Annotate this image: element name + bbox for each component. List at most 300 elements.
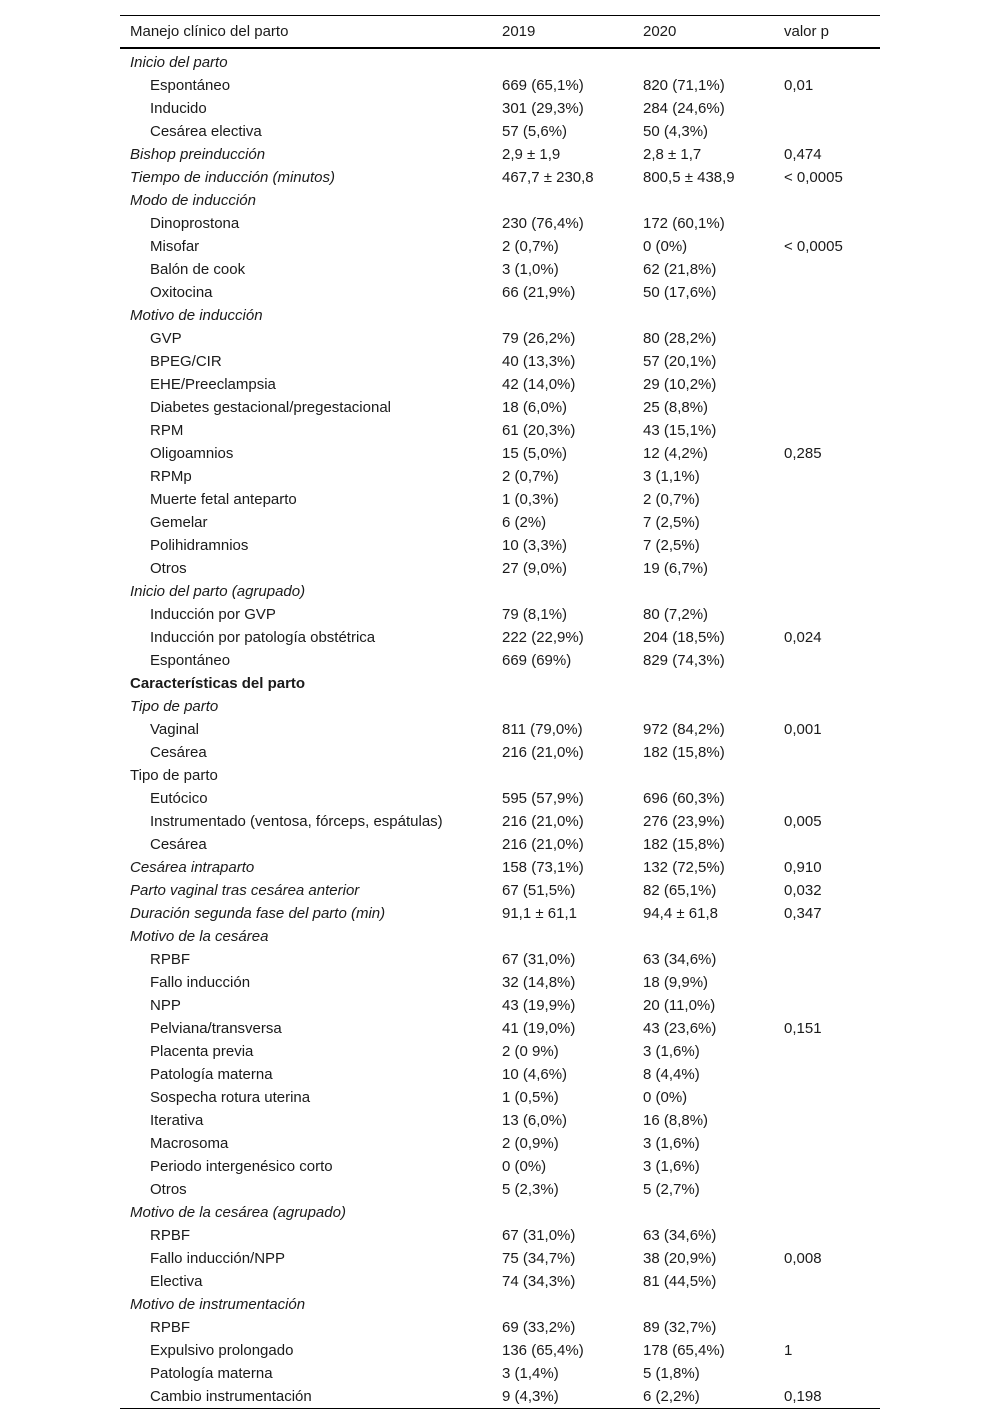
p-value (774, 580, 880, 603)
value-2020: 19 (6,7%) (643, 560, 709, 577)
p-value: < 0,0005 (784, 238, 843, 255)
table-row (120, 74, 880, 97)
p-value (774, 419, 880, 442)
value-2020 (633, 672, 774, 695)
value-2019: 79 (8,1%) (502, 606, 568, 623)
p-value: 0,910 (784, 859, 822, 876)
table-row (120, 718, 880, 741)
p-value (774, 948, 880, 971)
value-2020: 57 (20,1%) (643, 353, 717, 370)
table-section-row (120, 902, 880, 925)
value-2020: 12 (4,2%) (643, 445, 709, 462)
header-2019: 2019 (502, 23, 536, 40)
table-row (120, 212, 880, 235)
table-row (120, 1132, 880, 1155)
value-2019: 15 (5,0%) (502, 445, 568, 462)
value-2020: 3 (1,6%) (643, 1135, 700, 1152)
p-value (774, 1201, 880, 1224)
header-2020: 2020 (643, 23, 677, 40)
value-2020: 29 (10,2%) (643, 376, 717, 393)
p-value (774, 1293, 880, 1316)
value-2019: 222 (22,9%) (502, 629, 584, 646)
value-2020: 25 (8,8%) (643, 399, 709, 416)
header-p-value: valor p (784, 23, 830, 40)
table-row (120, 1040, 880, 1063)
row-label: Tiempo de inducción (minutos) (130, 169, 335, 186)
row-label: RPBF (150, 951, 191, 968)
table-section-row (120, 1293, 880, 1316)
header-row (120, 16, 880, 49)
row-label: Cesárea (150, 836, 207, 853)
value-2019: 1 (0,5%) (502, 1089, 559, 1106)
p-value (774, 1132, 880, 1155)
table-row (120, 626, 880, 649)
p-value (774, 1270, 880, 1293)
row-label: BPEG/CIR (150, 353, 222, 370)
row-label: Eutócico (150, 790, 208, 807)
value-2019 (492, 764, 633, 787)
table-section-row (120, 879, 880, 902)
row-label: Características del parto (130, 675, 306, 692)
p-value (774, 212, 880, 235)
value-2019: 41 (19,0%) (502, 1020, 576, 1037)
value-2019: 136 (65,4%) (502, 1342, 584, 1359)
value-2020: 43 (15,1%) (643, 422, 717, 439)
p-value (774, 1362, 880, 1385)
table-row (120, 1086, 880, 1109)
table-section-row (120, 1201, 880, 1224)
value-2019: 595 (57,9%) (502, 790, 584, 807)
table-row (120, 1247, 880, 1270)
table-row (120, 396, 880, 419)
value-2020: 81 (44,5%) (643, 1273, 717, 1290)
value-2020: 5 (1,8%) (643, 1365, 700, 1382)
p-value (774, 465, 880, 488)
value-2019: 0 (0%) (502, 1158, 547, 1175)
value-2020 (633, 1293, 774, 1316)
value-2019: 32 (14,8%) (502, 974, 576, 991)
value-2019: 230 (76,4%) (502, 215, 584, 232)
row-label: Oxitocina (150, 284, 213, 301)
value-2019: 467,7 ± 230,8 (502, 169, 594, 186)
table-row (120, 1155, 880, 1178)
table-row (120, 419, 880, 442)
value-2019: 811 (79,0%) (502, 721, 583, 738)
p-value: 0,285 (784, 445, 822, 462)
value-2019: 43 (19,9%) (502, 997, 576, 1014)
value-2020 (633, 48, 774, 74)
row-label: Muerte fetal anteparto (150, 491, 297, 508)
value-2020: 182 (15,8%) (643, 744, 725, 761)
value-2020: 5 (2,7%) (643, 1181, 700, 1198)
table-body (120, 48, 880, 1409)
value-2019 (492, 1293, 633, 1316)
table-row (120, 1017, 880, 1040)
table-row (120, 488, 880, 511)
value-2020: 204 (18,5%) (643, 629, 725, 646)
p-value: 0,024 (784, 629, 822, 646)
value-2020: 63 (34,6%) (643, 951, 717, 968)
value-2020: 3 (1,1%) (643, 468, 700, 485)
value-2019: 216 (21,0%) (502, 813, 584, 830)
row-label: Inicio del parto (130, 54, 228, 71)
row-label: Gemelar (150, 514, 208, 531)
table-row (120, 465, 880, 488)
value-2019: 669 (69%) (502, 652, 572, 669)
table-row (120, 994, 880, 1017)
value-2020: 2 (0,7%) (643, 491, 700, 508)
value-2019: 5 (2,3%) (502, 1181, 559, 1198)
row-label: Patología materna (150, 1066, 273, 1083)
row-label: Fallo inducción/NPP (150, 1250, 286, 1267)
table-section-row (120, 189, 880, 212)
table-row (120, 373, 880, 396)
p-value: 0,001 (784, 721, 822, 738)
value-2019: 18 (6,0%) (502, 399, 568, 416)
row-label: RPMp (150, 468, 192, 485)
value-2019: 2 (0,7%) (502, 468, 559, 485)
value-2020 (633, 695, 774, 718)
value-2020 (633, 1201, 774, 1224)
p-value (774, 350, 880, 373)
p-value: 1 (784, 1342, 793, 1359)
value-2020: 89 (32,7%) (643, 1319, 717, 1336)
table-row (120, 534, 880, 557)
row-label: Iterativa (150, 1112, 204, 1129)
table-section-row (120, 925, 880, 948)
table-section-row (120, 764, 880, 787)
value-2019: 74 (34,3%) (502, 1273, 576, 1290)
value-2019 (492, 189, 633, 212)
value-2020: 8 (4,4%) (643, 1066, 700, 1083)
value-2019: 669 (65,1%) (502, 77, 584, 94)
value-2019: 2 (0,7%) (502, 238, 559, 255)
row-label: RPBF (150, 1227, 191, 1244)
p-value (774, 281, 880, 304)
row-label: Electiva (150, 1273, 203, 1290)
p-value (774, 649, 880, 672)
row-label: Macrosoma (150, 1135, 229, 1152)
value-2019: 57 (5,6%) (502, 123, 568, 140)
value-2020: 696 (60,3%) (643, 790, 725, 807)
table-section-row (120, 695, 880, 718)
row-label: Periodo intergenésico corto (150, 1158, 333, 1175)
value-2020: 82 (65,1%) (643, 882, 717, 899)
row-label: GVP (150, 330, 182, 347)
p-value (774, 258, 880, 281)
row-label: Patología materna (150, 1365, 273, 1382)
p-value (774, 1109, 880, 1132)
row-label: Motivo de instrumentación (130, 1296, 306, 1313)
row-label: Vaginal (150, 721, 199, 738)
table-row (120, 833, 880, 856)
value-2019: 79 (26,2%) (502, 330, 576, 347)
p-value: 0,347 (784, 905, 822, 922)
row-label: EHE/Preeclampsia (150, 376, 276, 393)
value-2019 (492, 695, 633, 718)
value-2019: 69 (33,2%) (502, 1319, 576, 1336)
table-row (120, 557, 880, 580)
row-label: Parto vaginal tras cesárea anterior (130, 882, 360, 899)
row-label: RPBF (150, 1319, 191, 1336)
table-row (120, 97, 880, 120)
value-2020: 182 (15,8%) (643, 836, 725, 853)
p-value: 0,151 (784, 1020, 822, 1037)
table-row (120, 741, 880, 764)
value-2020: 3 (1,6%) (643, 1043, 700, 1060)
p-value (774, 557, 880, 580)
table-row (120, 1270, 880, 1293)
value-2020: 829 (74,3%) (643, 652, 725, 669)
value-2020: 172 (60,1%) (643, 215, 725, 232)
value-2019: 66 (21,9%) (502, 284, 576, 301)
value-2019 (492, 925, 633, 948)
table-row (120, 1316, 880, 1339)
p-value (774, 741, 880, 764)
value-2019: 67 (31,0%) (502, 1227, 576, 1244)
table-row (120, 350, 880, 373)
value-2020: 0 (0%) (643, 238, 688, 255)
value-2019: 13 (6,0%) (502, 1112, 568, 1129)
p-value: 0,474 (784, 146, 822, 163)
p-value (774, 511, 880, 534)
p-value (774, 1086, 880, 1109)
clinical-management-table (120, 15, 880, 1409)
value-2020: 18 (9,9%) (643, 974, 709, 991)
value-2019: 42 (14,0%) (502, 376, 576, 393)
row-label: Oligoamnios (150, 445, 234, 462)
row-label: Sospecha rotura uterina (150, 1089, 311, 1106)
value-2020: 63 (34,6%) (643, 1227, 717, 1244)
table-section-row (120, 856, 880, 879)
row-label: RPM (150, 422, 184, 439)
value-2020: 16 (8,8%) (643, 1112, 709, 1129)
row-label: NPP (150, 997, 181, 1014)
p-value: < 0,0005 (784, 169, 843, 186)
value-2019: 10 (4,6%) (502, 1066, 568, 1083)
value-2020: 38 (20,9%) (643, 1250, 717, 1267)
value-2019: 91,1 ± 61,1 (502, 905, 577, 922)
value-2019: 40 (13,3%) (502, 353, 576, 370)
table-row (120, 1339, 880, 1362)
row-label: Balón de cook (150, 261, 246, 278)
table-row (120, 1224, 880, 1247)
row-label: Motivo de inducción (130, 307, 263, 324)
table-row (120, 120, 880, 143)
value-2019: 27 (9,0%) (502, 560, 568, 577)
row-label: Misofar (150, 238, 200, 255)
value-2019 (492, 580, 633, 603)
table-section-row (120, 143, 880, 166)
table-row (120, 258, 880, 281)
row-label: Polihidramnios (150, 537, 249, 554)
table-row (120, 235, 880, 258)
p-value (774, 1063, 880, 1086)
row-label: Motivo de la cesárea (130, 928, 269, 945)
value-2020: 80 (7,2%) (643, 606, 709, 623)
row-label: Cesárea (150, 744, 207, 761)
row-label: Pelviana/transversa (150, 1020, 282, 1037)
p-value (774, 120, 880, 143)
p-value (774, 1155, 880, 1178)
value-2020: 62 (21,8%) (643, 261, 717, 278)
value-2020: 80 (28,2%) (643, 330, 717, 347)
row-label: Otros (150, 1181, 187, 1198)
value-2019: 3 (1,0%) (502, 261, 559, 278)
p-value: 0,198 (784, 1388, 822, 1405)
value-2019: 9 (4,3%) (502, 1388, 559, 1405)
value-2020: 276 (23,9%) (643, 813, 725, 830)
row-label: Cambio instrumentación (150, 1388, 312, 1405)
value-2020: 94,4 ± 61,8 (643, 905, 718, 922)
table-row (120, 442, 880, 465)
value-2020 (633, 304, 774, 327)
table-row (120, 281, 880, 304)
value-2020: 50 (17,6%) (643, 284, 717, 301)
row-label: Bishop preinducción (130, 146, 266, 163)
value-2020: 800,5 ± 438,9 (643, 169, 735, 186)
value-2019: 2 (0,9%) (502, 1135, 559, 1152)
table-row (120, 810, 880, 833)
table-section-row (120, 166, 880, 189)
table-section-row (120, 304, 880, 327)
row-label: Diabetes gestacional/pregestacional (150, 399, 391, 416)
value-2019 (492, 304, 633, 327)
row-label: Instrumentado (ventosa, fórceps, espátulas) (150, 813, 443, 830)
p-value: 0,01 (784, 77, 814, 94)
header-variable: Manejo clínico del parto (130, 23, 289, 40)
table-row (120, 603, 880, 626)
value-2020 (633, 189, 774, 212)
p-value (774, 327, 880, 350)
table-row (120, 971, 880, 994)
row-label: Expulsivo prolongado (150, 1342, 294, 1359)
p-value (774, 97, 880, 120)
p-value (774, 189, 880, 212)
p-value: 0,032 (784, 882, 822, 899)
row-label: Espontáneo (150, 652, 231, 669)
row-label: Inducción por patología obstétrica (150, 629, 376, 646)
row-label: Cesárea electiva (150, 123, 262, 140)
value-2020: 132 (72,5%) (643, 859, 725, 876)
p-value (774, 1040, 880, 1063)
value-2020: 820 (71,1%) (643, 77, 725, 94)
value-2020: 2,8 ± 1,7 (643, 146, 702, 163)
p-value (774, 833, 880, 856)
p-value (774, 764, 880, 787)
p-value: 0,005 (784, 813, 822, 830)
p-value (774, 695, 880, 718)
value-2020: 972 (84,2%) (643, 721, 725, 738)
table-row (120, 1385, 880, 1409)
value-2020: 0 (0%) (643, 1089, 688, 1106)
value-2020: 7 (2,5%) (643, 537, 700, 554)
value-2019: 216 (21,0%) (502, 836, 584, 853)
value-2019: 216 (21,0%) (502, 744, 584, 761)
value-2019: 301 (29,3%) (502, 100, 584, 117)
value-2020: 6 (2,2%) (643, 1388, 700, 1405)
row-label: Dinoprostona (150, 215, 240, 232)
row-label: Duración segunda fase del parto (min) (130, 905, 386, 922)
row-label: Motivo de la cesárea (agrupado) (130, 1204, 346, 1221)
row-label: Espontáneo (150, 77, 231, 94)
value-2019 (492, 48, 633, 74)
p-value (774, 534, 880, 557)
row-label: Tipo de parto (130, 698, 219, 715)
row-label: Inicio del parto (agrupado) (130, 583, 306, 600)
value-2019: 61 (20,3%) (502, 422, 576, 439)
value-2020 (633, 925, 774, 948)
p-value (774, 672, 880, 695)
value-2019: 67 (31,0%) (502, 951, 576, 968)
table-row (120, 948, 880, 971)
row-label: Inducción por GVP (150, 606, 276, 623)
p-value (774, 373, 880, 396)
p-value (774, 304, 880, 327)
table-row (120, 1063, 880, 1086)
value-2020: 20 (11,0%) (643, 997, 716, 1014)
value-2019 (492, 1201, 633, 1224)
table-row (120, 787, 880, 810)
table-section-row (120, 672, 880, 695)
row-label: Inducido (150, 100, 207, 117)
p-value (774, 994, 880, 1017)
table-row (120, 1109, 880, 1132)
p-value (774, 48, 880, 74)
row-label: Cesárea intraparto (130, 859, 255, 876)
p-value (774, 488, 880, 511)
value-2019: 1 (0,3%) (502, 491, 559, 508)
p-value (774, 1224, 880, 1247)
table-section-row (120, 48, 880, 74)
p-value (774, 925, 880, 948)
table-row (120, 1178, 880, 1201)
value-2019: 158 (73,1%) (502, 859, 584, 876)
row-label: Fallo inducción (150, 974, 251, 991)
p-value (774, 1316, 880, 1339)
value-2020: 43 (23,6%) (643, 1020, 717, 1037)
value-2020 (633, 764, 774, 787)
p-value (774, 787, 880, 810)
table-row (120, 649, 880, 672)
table-row (120, 511, 880, 534)
value-2020 (633, 580, 774, 603)
value-2020: 7 (2,5%) (643, 514, 700, 531)
value-2019: 3 (1,4%) (502, 1365, 559, 1382)
table-header (120, 16, 880, 49)
value-2019: 2,9 ± 1,9 (502, 146, 561, 163)
table-row (120, 327, 880, 350)
value-2019: 10 (3,3%) (502, 537, 568, 554)
row-label: Modo de inducción (130, 192, 256, 209)
value-2020: 50 (4,3%) (643, 123, 709, 140)
value-2020: 178 (65,4%) (643, 1342, 725, 1359)
p-value (774, 603, 880, 626)
p-value (774, 971, 880, 994)
value-2019: 6 (2%) (502, 514, 547, 531)
row-label: Placenta previa (150, 1043, 254, 1060)
row-label: Otros (150, 560, 187, 577)
p-value: 0,008 (784, 1250, 822, 1267)
clinical-management-table-container (120, 15, 880, 1409)
table-row (120, 1362, 880, 1385)
table-section-row (120, 580, 880, 603)
p-value (774, 1178, 880, 1201)
value-2019: 67 (51,5%) (502, 882, 576, 899)
value-2020: 284 (24,6%) (643, 100, 725, 117)
value-2019: 2 (0 9%) (502, 1043, 559, 1060)
value-2019 (492, 672, 633, 695)
